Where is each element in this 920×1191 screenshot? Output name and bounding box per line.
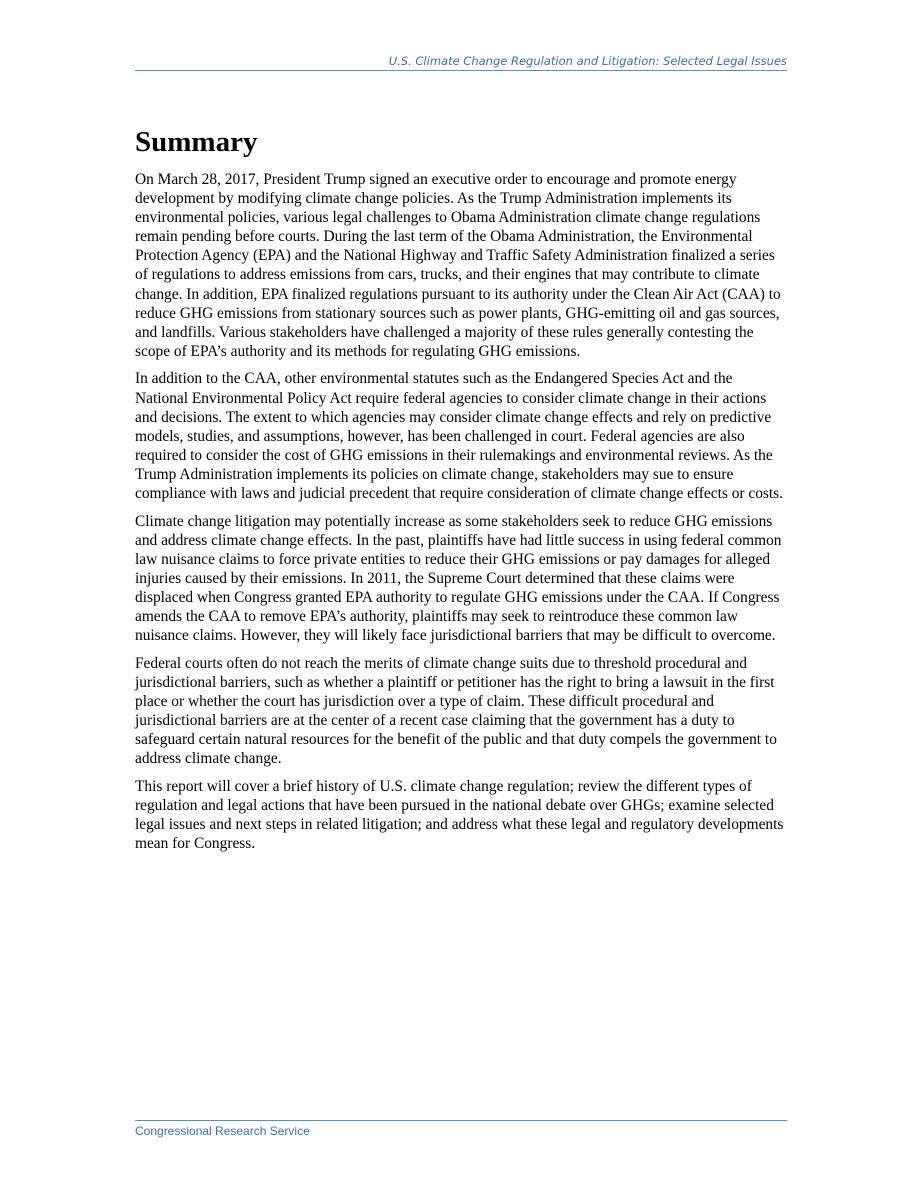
summary-paragraph-4: Federal courts often do not reach the merits of climate change suits due to threshold procedural and jurisdictional barriers, such as whether a plaintiff or petitioner has the right to bring a lawsuit in the first place or whether the court has jurisdiction over a type of claim. These difficult procedural and jurisdictional barriers are at the center of a recent case claiming that the government has a duty to safeguard certain natural resources for the benefit of the public and that duty compels the government to address climate change. bbox=[135, 654, 777, 768]
footer-organization: Congressional Research Service bbox=[135, 1120, 787, 1139]
running-header-title: U.S. Climate Change Regulation and Litigation: Selected Legal Issues bbox=[135, 54, 787, 71]
section-heading: Summary bbox=[135, 126, 258, 158]
summary-paragraph-1: On March 28, 2017, President Trump signed an executive order to encourage and promote energy development by modifying climate change policies. As the Trump Administration implements its environmental policies, various legal challenges to Obama Administration climate change regulations remain pending before courts. During the last term of the Obama Administration, the Environmental Protection Agency (EPA) and the National Highway and Traffic Safety Administration finalized a series of regulations to address emissions from cars, trucks, and their engines that may contribute to climate change. In addition, EPA finalized regulations pursuant to its authority under the Clean Air Act (CAA) to reduce GHG emissions from stationary sources such as power plants, GHG-emitting oil and gas sources, and landfills. Various stakeholders have challenged a majority of these rules generally contesting the scope of EPA’s authority and its methods for regulating GHG emissions. bbox=[135, 171, 781, 360]
summary-paragraph-3: Climate change litigation may potentially increase as some stakeholders seek to reduce GHG emissions and address climate change effects. In the past, plaintiffs have had little success in using federal common law nuisance claims to force private entities to reduce their GHG emissions or pay damages for alleged injuries caused by their emissions. In 2011, the Supreme Court determined that these claims were displaced when Congress granted EPA authority to regulate GHG emissions under the CAA. If Congress amends the CAA to remove EPA’s authority, plaintiffs may seek to reintroduce these common law nuisance claims. However, they will likely face jurisdictional barriers that may be difficult to overcome. bbox=[135, 512, 782, 645]
summary-section bbox=[135, 124, 787, 862]
summary-paragraph-2: In addition to the CAA, other environmental statutes such as the Endangered Species Act and the National Environmental Policy Act require federal agencies to consider climate change in their actions and decisions. The extent to which agencies may consider climate change effects and rely on predictive models, studies, and assumptions, however, has been challenged in court. Federal agencies are also required to consider the cost of GHG emissions in their rulemakings and environmental reviews. As the Trump Administration implements its policies on climate change, stakeholders may sue to ensure compliance with laws and judicial precedent that require consideration of climate change effects or costs. bbox=[135, 370, 784, 502]
summary-paragraph-5: This report will cover a brief history of U.S. climate change regulation; review the different types of regulation and legal actions that have been pursued in the national debate over GHGs; examine selected legal issues and next steps in related litigation; and address what these legal and regulatory developments mean for Congress. bbox=[135, 777, 784, 853]
